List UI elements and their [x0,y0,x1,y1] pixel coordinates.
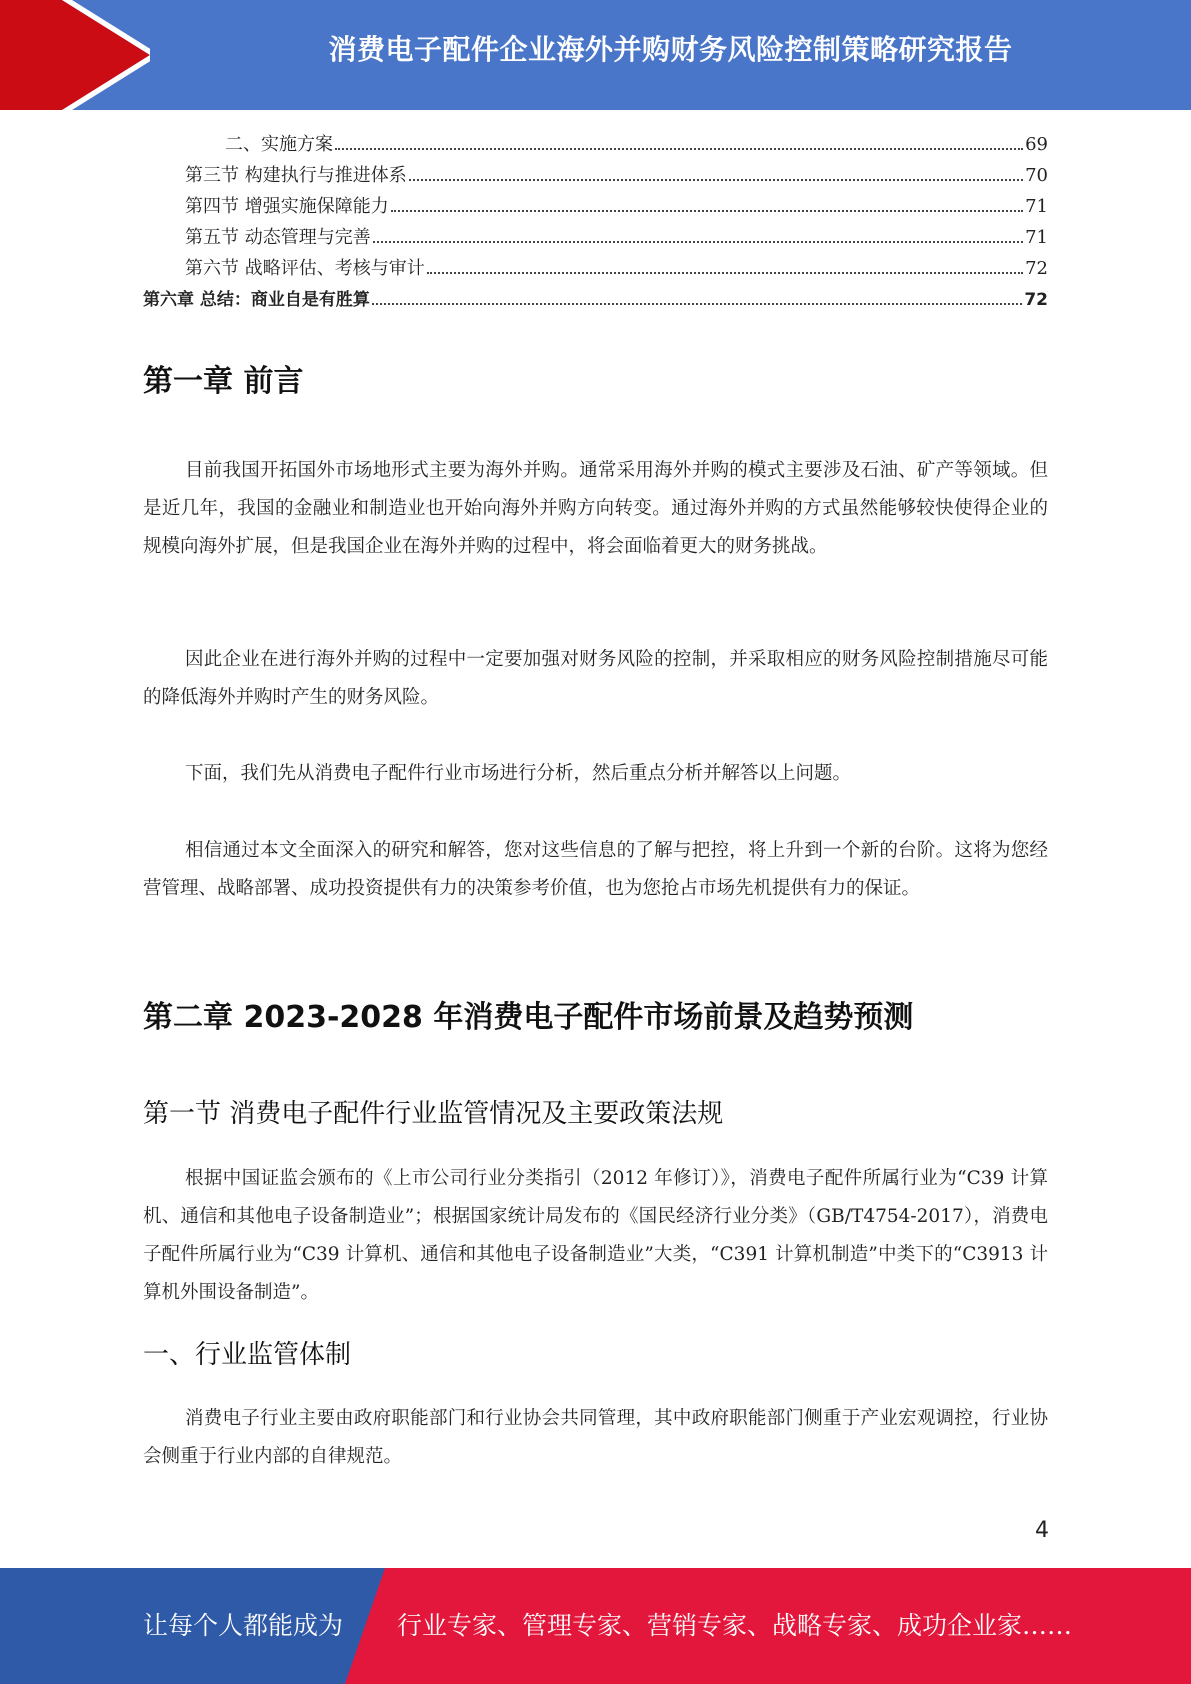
toc-entry-chapter[interactable] [143,285,1048,316]
toc-dot-leader [391,209,1023,212]
page-number: 4 [1035,1518,1049,1543]
toc-dot-leader [427,271,1023,274]
body-paragraph: 因此企业在进行海外并购的过程中一定要加强对财务风险的控制，并采取相应的财务风险控制措施尽可能的降低海外并购时产生的财务风险。 [143,649,1048,708]
body-paragraph: 下面，我们先从消费电子配件行业市场进行分析，然后重点分析并解答以上问题。 [185,763,852,784]
toc-entry-page: 72 [1025,258,1048,279]
toc-entry-label: 二、实施方案 [225,134,333,155]
toc-entry-page: 70 [1025,165,1048,186]
toc-entry-label: 第三节 构建执行与推进体系 [185,165,407,186]
toc-entry[interactable] [143,161,1048,192]
toc-entry-page: 71 [1025,196,1048,217]
header-chevron-decoration [0,0,150,110]
toc-dot-leader [335,147,1023,150]
section-heading: 第一节 消费电子配件行业监管情况及主要政策法规 [143,1099,724,1129]
footer-slogan-right: 行业专家、管理专家、营销专家、战略专家、成功企业家…… [397,1611,1073,1640]
toc-entry[interactable] [143,254,1048,285]
body-paragraph: 目前我国开拓国外市场地形式主要为海外并购。通常采用海外并购的模式主要涉及石油、矿产等领域。但是近几年，我国的金融业和制造业也开始向海外并购方向转变。通过海外并购的方式虽然能够较快使得企业的规模向海外扩展，但是我国企业在海外并购的过程中，将会面临着更大的财务挑战。 [143,460,1048,557]
toc-dot-leader [409,178,1023,181]
body-paragraph: 相信通过本文全面深入的研究和解答，您对这些信息的了解与把控，将上升到一个新的台阶。这将为您经营管理、战略部署、成功投资提供有力的决策参考价值，也为您抢占市场先机提供有力的保证。 [143,840,1048,899]
toc-entry-page: 72 [1024,290,1048,310]
footer-band [0,1568,1191,1684]
toc-entry-label: 第六章 总结：商业自是有胜算 [143,290,370,310]
chapter-heading: 第一章 前言 [143,364,304,399]
table-of-contents [143,130,1048,316]
body-paragraph: 根据中国证监会颁布的《上市公司行业分类指引（2012 年修订）》，消费电子配件所属行业为“C39 计算机、通信和其他电子设备制造业”；根据国家统计局发布的《国民经济行业分类》（GB/T4754-2017），消费电子配件所属行业为“C39 计算机、通信和其他电子设备制造业”大类，“C391 计算机制造”中类下的“C3913 计算机外围设备制造”。 [143,1168,1048,1303]
header-band [0,0,1191,110]
toc-entry[interactable] [143,223,1048,254]
subsection-heading: 一、行业监管体制 [143,1340,352,1370]
toc-entry[interactable] [143,130,1048,161]
toc-entry-page: 69 [1025,134,1048,155]
toc-dot-leader [372,302,1022,305]
report-title: 消费电子配件企业海外并购财务风险控制策略研究报告 [328,33,1013,66]
chapter-heading: 第二章 2023-2028 年消费电子配件市场前景及趋势预测 [143,1000,914,1035]
toc-entry-label: 第六节 战略评估、考核与审计 [185,258,425,279]
toc-entry-label: 第五节 动态管理与完善 [185,227,371,248]
body-paragraph: 消费电子行业主要由政府职能部门和行业协会共同管理，其中政府职能部门侧重于产业宏观调控，行业协会侧重于行业内部的自律规范。 [143,1408,1048,1467]
toc-entry-page: 71 [1025,227,1048,248]
toc-dot-leader [373,240,1023,243]
footer-slogan-left: 让每个人都能成为 [143,1611,344,1640]
toc-entry-label: 第四节 增强实施保障能力 [185,196,389,217]
toc-entry[interactable] [143,192,1048,223]
